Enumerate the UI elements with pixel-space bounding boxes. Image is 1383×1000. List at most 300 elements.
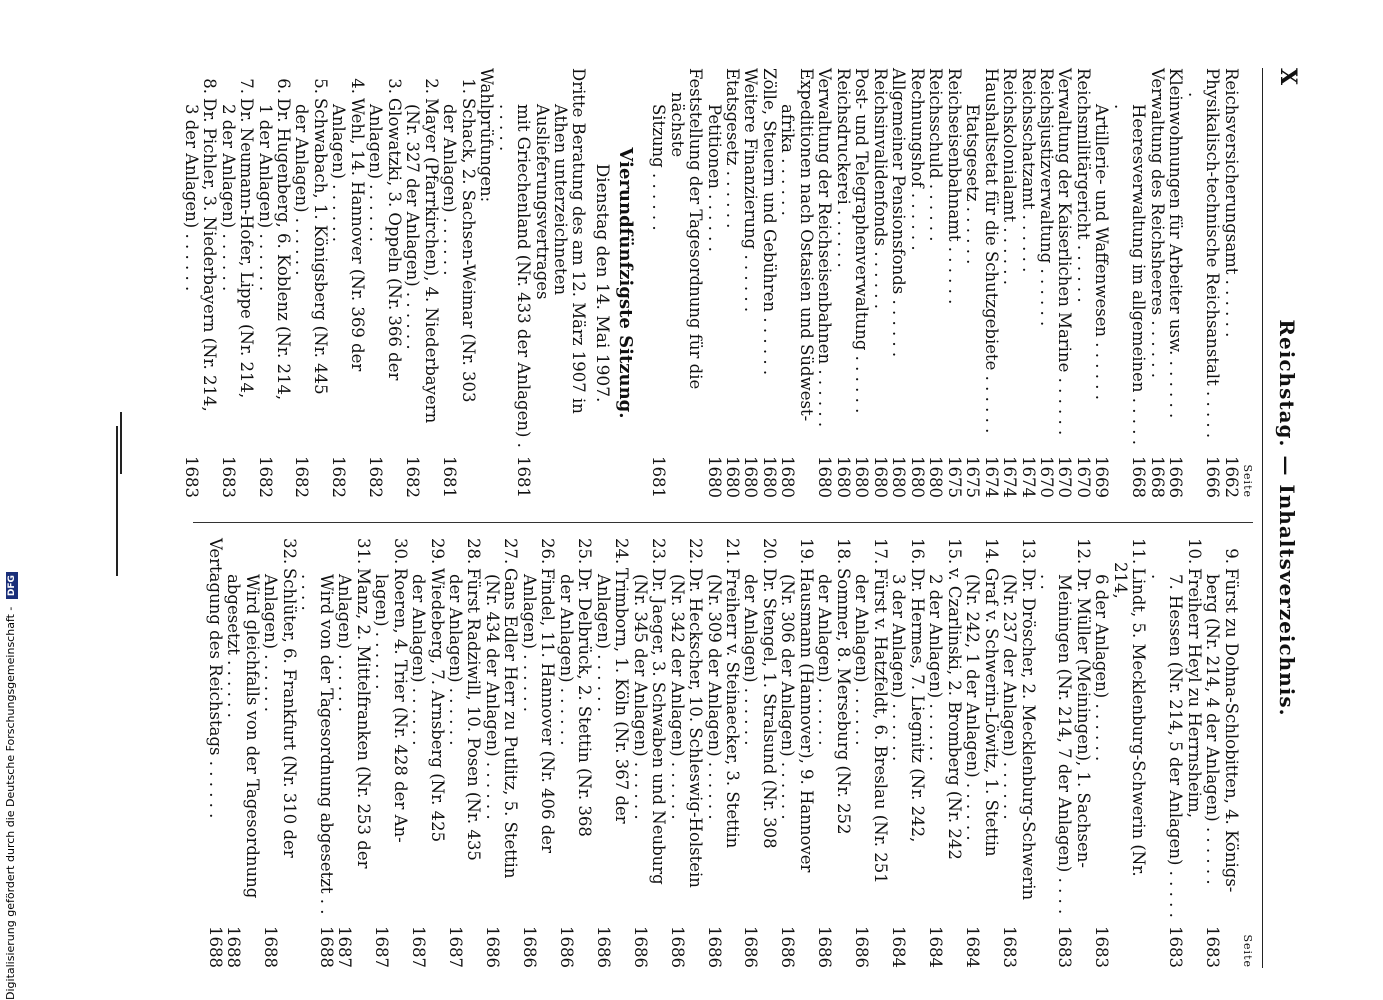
toc-entry [1110, 538, 1147, 968]
toc-entry [1055, 68, 1073, 498]
toc-entry-number: 18. [833, 538, 853, 565]
toc-entry [1203, 538, 1221, 968]
toc-entry-text [963, 104, 981, 448]
toc-entry [1184, 538, 1202, 968]
toc-entry-label: (Nr. 342 der Anlagen) . . . . . . [667, 574, 687, 820]
toc-entry [446, 538, 464, 968]
toc-entry-label: (Nr. 327 der Anlagen) . . . . . . [403, 104, 423, 350]
toc-entry [335, 538, 353, 968]
toc-entry-text [889, 68, 909, 448]
toc-entry [833, 538, 851, 968]
toc-entry-number: 15. [944, 538, 964, 565]
toc-entry-label: Wird gleichfalls von der Tagesordnung [242, 574, 262, 899]
toc-entry-label: Dr. Delbrück, 2. Stettin (Nr. 368 [575, 568, 595, 837]
toc-entry-page: 1680 [723, 456, 743, 498]
toc-entry-label: Dr. Müller (Meiningen), 1. Sachsen- [1073, 568, 1093, 868]
toc-entry [1037, 538, 1074, 968]
toc-entry [310, 68, 328, 498]
credit-text: Digitalisierung gefördert durch die Deutsche Forschungsgemeinschaft - [4, 606, 17, 1000]
toc-entry-text [1018, 68, 1038, 448]
toc-entry-page: 1674 [1018, 456, 1038, 498]
toc-entry-page: 1682 [329, 456, 349, 498]
toc-entry [1110, 68, 1147, 498]
toc-entry [372, 538, 390, 968]
toc-entry-page: 1682 [292, 456, 312, 498]
toc-entry-page: 1686 [778, 926, 798, 968]
toc-entry-page: 1680 [815, 456, 835, 498]
toc-entry-text [200, 78, 220, 448]
toc-entry-label: Gans Edler Herr zu Putlitz, 5. Stettin [501, 568, 521, 879]
toc-entry-page: 1674 [981, 456, 1001, 498]
toc-entry-page: 1688 [316, 926, 336, 968]
toc-entry-label: Graf v. Schwerin-Löwitz, 1. Stettin [981, 568, 1001, 857]
toc-entry-text [926, 574, 944, 918]
toc-entry-label: der Anlagen) . . . . . . [292, 104, 312, 276]
toc-entry-number: 9. [1221, 548, 1241, 564]
toc-entry-text [532, 104, 569, 448]
toc-entry-text [538, 538, 558, 918]
toc-entry [723, 68, 741, 498]
toc-entry-label: Anlagen) . . . . . . [593, 574, 613, 712]
toc-entry-text [1166, 68, 1186, 448]
toc-entry-label: Schlüter, 6. Frankfurt (Nr. 310 der [279, 568, 299, 858]
toc-entry-page: 1686 [741, 926, 761, 968]
toc-entry [760, 68, 778, 498]
toc-entry-page: 1686 [852, 926, 872, 968]
toc-entry-text [741, 68, 761, 448]
toc-entry-text [1000, 68, 1020, 448]
toc-entry-label: (Nr. 242, 1 der Anlagen) . . . . . . [963, 574, 983, 841]
toc-entry-label: Allgemeiner Pensionsfonds . . . . . . [889, 68, 909, 358]
toc-entry [926, 68, 944, 498]
toc-entry-page: 1675 [963, 456, 983, 498]
toc-entry-label: Athen unterzeichneten Auslieferungsvertrages [532, 104, 571, 300]
toc-entry-label: Dr. Jaeger, 3. Schwaben und Neuburg [649, 568, 669, 885]
toc-entry-number: 25. [575, 538, 595, 565]
toc-entry-text [1110, 538, 1149, 918]
toc-entry-label: Reichsdruckerei . . . . . . [833, 68, 853, 268]
toc-entry [833, 68, 851, 498]
toc-entry-page: 1686 [593, 926, 613, 968]
page-header [1262, 68, 1305, 968]
toc-entry-text [907, 68, 927, 448]
toc-entry [704, 538, 722, 968]
page-number: X [1275, 68, 1301, 86]
toc-entry-number: 30. [390, 538, 410, 565]
toc-entry [944, 68, 962, 498]
toc-entry-text [649, 104, 667, 448]
toc-entry [255, 68, 273, 498]
toc-entry-text [458, 78, 478, 448]
toc-entry [482, 538, 500, 968]
margin-rule [116, 426, 118, 576]
toc-entry-number: 28. [464, 538, 484, 565]
toc-entry [944, 538, 962, 968]
toc-entry [279, 538, 297, 968]
toc-entry-text [1055, 68, 1075, 448]
toc-entry-number: 4. [347, 78, 367, 94]
toc-entry-label: der Anlagen) . . . . . . [556, 574, 576, 746]
toc-entry-label: Manz, 2. Mittelfranken (Nr. 253 der [353, 568, 373, 869]
toc-column-left [181, 68, 1253, 498]
toc-entry-number: 21. [723, 538, 743, 565]
toc-entry [538, 538, 556, 968]
toc-entry [889, 68, 907, 498]
toc-entry-text [1110, 104, 1147, 448]
toc-entry-page: 1686 [630, 926, 650, 968]
toc-entry-page: 1666 [1203, 456, 1223, 498]
toc-entry-label: Vertagung des Reichstags . . . . . . [205, 538, 225, 819]
toc-entry [1018, 538, 1036, 968]
toc-entry-text [981, 68, 1001, 448]
toc-entry [427, 538, 445, 968]
toc-entry [242, 538, 260, 968]
toc-entry-label: 7. Hessen (Nr. 214, 5 der Anlagen) . . . . . . [1147, 574, 1186, 918]
toc-entry-label: v. Czarlinski, 2. Bromberg (Nr. 242 [944, 568, 964, 860]
toc-entry-label: Etatsgesetz . . . . . . [723, 68, 743, 229]
toc-entry [926, 538, 944, 968]
toc-entry-text [218, 104, 236, 448]
toc-entry [1073, 68, 1091, 498]
toc-entry-label: der Anlagen) . . . . . . [815, 574, 835, 746]
toc-entry-page: 1686 [556, 926, 576, 968]
toc-entry-text [796, 68, 816, 448]
toc-entry-text [390, 538, 410, 918]
toc-entry-label: Feststellung der Tagesordnung für die nächste [667, 68, 706, 390]
toc-entry-page: 1683 [218, 456, 238, 498]
toc-entry-label: Schack, 2. Sachsen-Weimar (Nr. 303 [458, 98, 478, 403]
toc-entry-text [242, 574, 260, 918]
toc-entry-label: 3 der Anlagen) . . . . . . [889, 574, 909, 762]
seite-label: Seite [1241, 464, 1254, 498]
toc-entry-label: afrika . . . . . . [778, 104, 798, 216]
toc-entry-label: Dr. Neumann-Hofer, Lippe (Nr. 214, [237, 98, 257, 399]
seite-label: Seite [1241, 934, 1254, 968]
toc-entry-page: 1666 [1166, 456, 1186, 498]
toc-entry [1000, 538, 1018, 968]
toc-entry-number: 8. [200, 78, 220, 94]
toc-entry-number: 26. [538, 538, 558, 565]
toc-entry [667, 68, 704, 498]
toc-entry-text [759, 68, 779, 448]
toc-entry [366, 68, 384, 498]
toc-entry-text [1184, 538, 1204, 918]
toc-entry-label: Sitzung . . . . . . [649, 104, 669, 231]
toc-entry-page: 1682 [366, 456, 386, 498]
toc-entry-number: 11. [1129, 538, 1149, 565]
toc-entry-label: (Nr. 237 der Anlagen) . . . . . . [1000, 574, 1020, 820]
toc-entry-page: 1684 [963, 926, 983, 968]
toc-entry-number: 2. [421, 78, 441, 94]
toc-entry [630, 538, 648, 968]
toc-entry-page: 1683 [1055, 926, 1075, 968]
toc-entry-text [409, 574, 427, 918]
toc-entry [495, 68, 532, 498]
toc-entry-label: Reichsschuld . . . . . . [926, 68, 946, 242]
toc-entry-label: 2 der Anlagen) . . . . . . [218, 104, 238, 292]
toc-entry-label: Artillerie- und Waffenwesen . . . . . . [1092, 104, 1112, 401]
toc-entry-label: Fürst zu Dohna-Schlobitten, 4. Königs- [1221, 568, 1241, 893]
toc-entry-label: Physikalisch-technische Reichsanstalt . . . . . . [1184, 68, 1223, 439]
toc-entry [403, 68, 421, 498]
digitization-credit [4, 0, 18, 1000]
toc-entry-number: 23. [649, 538, 669, 565]
toc-entry-text [723, 68, 743, 448]
page-title: Reichstag. — Inhaltsverzeichnis. [1275, 319, 1299, 717]
toc-entry-text [944, 538, 964, 918]
toc-entry-label: 3 der Anlagen) . . . . . . [181, 104, 201, 292]
toc-entry-text [907, 538, 927, 918]
toc-entry-label: Dr. Hermes, 7. Liegnitz (Nr. 242, [907, 568, 927, 843]
toc-entry-page: 1688 [261, 926, 281, 968]
toc-entry-text [464, 538, 484, 918]
toc-entry-text [575, 538, 595, 918]
toc-entry-label: Reichsinvalidenfonds . . . . . . [870, 68, 890, 310]
toc-entry-text [1037, 574, 1074, 918]
toc-entry-text [778, 104, 796, 448]
toc-entry [224, 538, 242, 968]
toc-entries-left [649, 68, 1240, 498]
toc-entry-label: Dr. Heckscher, 10. Schleswig-Holstein [686, 568, 706, 888]
toc-entry-page: 1686 [482, 926, 502, 968]
toc-entry [218, 68, 236, 498]
toc-entry-page: 1680 [833, 456, 853, 498]
toc-entry-label: Sommer, 8. Merseburg (Nr. 252 [833, 568, 853, 835]
toc-entry-page: 1687 [372, 926, 392, 968]
toc-entry-label: Anlagen) . . . . . . [335, 574, 355, 712]
toc-entries-right [205, 538, 1239, 968]
toc-entry-number: 17. [870, 538, 890, 565]
toc-entry [852, 68, 870, 498]
toc-entry-page: 1670 [1073, 456, 1093, 498]
toc-entry [298, 538, 335, 968]
toc-entry-page: 1680 [889, 456, 909, 498]
toc-entry-number: 10. [1184, 538, 1204, 565]
toc-entry-page: 1684 [889, 926, 909, 968]
toc-entry-page: 1688 [224, 926, 244, 968]
dfg-logo: DFG [6, 572, 18, 599]
toc-entry-page: 1670 [1055, 456, 1075, 498]
toc-entry [1221, 68, 1239, 498]
toc-entry-page: 1680 [926, 456, 946, 498]
toc-entry [421, 68, 439, 498]
toc-entry-text [274, 78, 293, 448]
toc-entry [458, 68, 476, 498]
toc-entry [329, 68, 347, 498]
toc-entry-text [926, 68, 946, 448]
toc-entry-label: Verwaltung des Reichsheeres . . . . . . [1147, 68, 1167, 379]
toc-entry-label: Anlagen) . . . . . . [366, 104, 386, 242]
toc-entry [1073, 538, 1091, 968]
toc-entry-number: 3. [384, 78, 404, 94]
toc-entry-text [569, 68, 589, 448]
toc-entry-label: Anlagen) . . . . . . [519, 574, 539, 712]
toc-entry-page: 1683 [1000, 926, 1020, 968]
toc-entry-text [649, 538, 669, 918]
toc-entry-text [298, 574, 335, 918]
toc-entry [464, 538, 482, 968]
toc-entry [274, 68, 292, 498]
toc-entry [1166, 68, 1184, 498]
toc-entry-number: 14. [981, 538, 1001, 565]
toc-entry-page: 1670 [1037, 456, 1056, 498]
toc-entry-text [482, 574, 500, 918]
toc-entry-label: Schwabach, 1. Königsberg (Nr. 445 [310, 98, 330, 395]
toc-entry-label: Haushaltsetat für die Schutzgebiete . . . . . . [981, 68, 1001, 434]
toc-entry-text [815, 574, 833, 918]
toc-entry-page: 1680 [907, 456, 927, 498]
toc-entry [963, 68, 981, 498]
toc-entry-text [205, 538, 225, 918]
toc-entry-page: 1669 [1092, 456, 1112, 498]
toc-entry [1147, 538, 1184, 968]
toc-entry [1037, 68, 1055, 498]
toc-entry-text [292, 104, 310, 448]
toc-entry-text [667, 68, 706, 448]
toc-entry-page: 1675 [944, 456, 964, 498]
column-divider [193, 522, 1253, 523]
toc-entry-page: 1674 [1000, 456, 1020, 498]
toc-entry-text [495, 104, 532, 448]
toc-entry [852, 538, 870, 968]
toc-entry-text [261, 574, 279, 918]
toc-entry-text [347, 78, 367, 448]
toc-entry [612, 538, 630, 968]
toc-entry-label: der Anlagen) . . . . . . [409, 574, 429, 746]
toc-entry [649, 538, 667, 968]
toc-entry-text [686, 538, 706, 918]
toc-entry-page: 1683 [1166, 926, 1186, 968]
toc-entry [778, 68, 796, 498]
toc-entry [741, 68, 759, 498]
toc-entry [390, 538, 408, 968]
toc-entry-label: 2 der Anlagen) . . . . . . [926, 574, 946, 762]
toc-entry-page: 1668 [1147, 456, 1167, 498]
toc-entry [292, 68, 310, 498]
toc-entry-text [833, 68, 853, 448]
toc-entry [519, 538, 537, 968]
toc-entry-label: Findel, 11. Hannover (Nr. 406 der [538, 568, 558, 853]
toc-entry-text [279, 538, 299, 918]
toc-entry-label: Glowatzki, 3. Oppeln (Nr. 366 der [384, 98, 404, 381]
toc-entry-page: 1680 [759, 456, 779, 498]
toc-entry [181, 68, 199, 498]
toc-entry-text [556, 574, 574, 918]
toc-entry-text [630, 574, 648, 918]
toc-entry [796, 68, 814, 498]
toc-entry [384, 68, 402, 498]
document-page [165, 68, 1305, 968]
toc-entry-text [870, 68, 890, 448]
toc-entry-text [1037, 68, 1056, 448]
toc-entry [686, 538, 704, 968]
toc-entry-text [1221, 68, 1241, 448]
toc-entry-label: Post- und Telegraphenverwaltung . . . . . . [852, 68, 872, 414]
toc-entry-label: Mayer (Pfarrkirchen), 4. Niederbayern [421, 98, 441, 424]
toc-entry-text [704, 574, 722, 918]
toc-entry-label: abgesetzt . . . . . . [224, 574, 244, 718]
toc-entry-number: 32. [279, 538, 299, 565]
toc-entry [667, 538, 685, 968]
toc-entry-page: 1684 [926, 926, 946, 968]
toc-entry-label: Reichseisenbahnamt . . . . . . [944, 68, 964, 305]
toc-entry-text [1184, 68, 1223, 448]
toc-entry-text [353, 538, 373, 918]
toc-entry-text [384, 78, 404, 448]
toc-entry-number: 12. [1073, 538, 1093, 565]
toc-entry [815, 68, 833, 498]
toc-entry-text [1203, 574, 1221, 918]
toc-entry-label: Freiherr v. Steinaecker, 3. Stettin [723, 568, 743, 849]
toc-entry-page: 1681 [649, 456, 669, 498]
toc-entry-text [796, 538, 816, 918]
toc-entry-label: 1 der Anlagen) . . . . . . [255, 104, 275, 292]
toc-entry-number: 19. [796, 538, 816, 565]
toc-entry-label: Meiningen (Nr. 214, 7 der Anlagen) . . . . . . [1037, 574, 1075, 915]
toc-entry-label: Wahlprüfungen: [477, 68, 497, 203]
toc-entry-label: Anlagen) . . . . . . [261, 574, 281, 712]
toc-entry-text [366, 104, 384, 448]
toc-entry-page: 1686 [519, 926, 539, 968]
toc-entry-label: der Anlagen) . . . . . . [446, 574, 465, 746]
toc-entry-page: 1680 [852, 456, 872, 498]
toc-entry-page: 1686 [704, 926, 724, 968]
toc-entry-label: Dr. Dröscher, 2. Mecklenburg-Schwerin [1018, 568, 1038, 901]
toc-entry-text [1092, 574, 1110, 918]
toc-entry [347, 68, 365, 498]
toc-entry-label: (Nr. 434 der Anlagen) . . . . . . [482, 574, 502, 820]
toc-entry [907, 538, 925, 968]
toc-entry-page: 1680 [741, 456, 761, 498]
toc-entry-text [981, 538, 1001, 918]
toc-entry-page: 1687 [446, 926, 465, 968]
toc-entry-page: 1686 [667, 926, 687, 968]
toc-entry-number: 1. [458, 78, 478, 94]
toc-entry-text [852, 574, 870, 918]
toc-entry-number: 6. [274, 78, 293, 94]
toc-entry-text [612, 538, 632, 918]
toc-entry-number: 16. [907, 538, 927, 565]
toc-entry [1018, 68, 1036, 498]
toc-entry [870, 68, 888, 498]
toc-entry-label: Roeren, 4. Trier (Nr. 428 der An- [390, 568, 410, 843]
toc-entry-label: Dritte Beratung des am 12. März 1907 in [569, 68, 589, 414]
toc-entry-page: 1686 [815, 926, 835, 968]
toc-entry [1147, 68, 1165, 498]
toc-entry-text [519, 574, 537, 918]
toc-entry-label: Anlagen) . . . . . . [329, 104, 349, 242]
toc-entry-page: 1680 [704, 456, 724, 498]
toc-entry-text [1147, 68, 1167, 448]
toc-entry-page: 1683 [1203, 926, 1223, 968]
toc-entry [889, 538, 907, 968]
toc-entry-text [421, 78, 441, 448]
toc-entry-number: 22. [686, 538, 706, 565]
toc-entry [532, 68, 569, 498]
toc-entry-text [593, 574, 611, 918]
toc-entry-label: der Anlagen) . . . . . . [852, 574, 872, 746]
toc-entry [1221, 538, 1239, 968]
toc-entry-text [1018, 538, 1038, 918]
toc-entry [704, 68, 722, 498]
toc-entry-label: Wiedeberg, 7. Arnsberg (Nr. 425 [427, 568, 447, 843]
toc-entry-page: 1662 [1221, 456, 1241, 498]
toc-entry [723, 538, 741, 968]
toc-entry [409, 538, 427, 968]
toc-entry-text [477, 68, 497, 448]
toc-entry [556, 538, 574, 968]
toc-entry-text [255, 104, 273, 448]
